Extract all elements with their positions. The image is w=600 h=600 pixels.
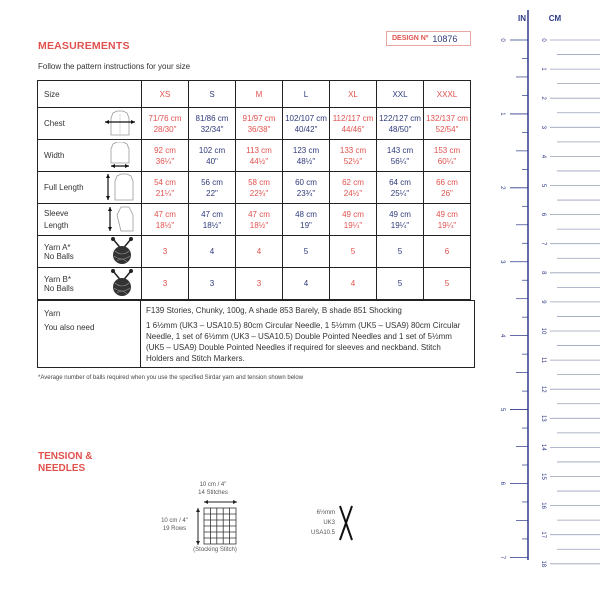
value-cm: 102 cm <box>198 145 226 155</box>
value-in: 19¼" <box>437 220 457 230</box>
yarn-label: Yarn A* <box>44 242 71 252</box>
value-cm: 102/107 cm <box>285 113 327 123</box>
ruler-cm-number: 18 <box>540 560 546 568</box>
ruler-cm-number: 4 <box>540 154 546 159</box>
table-cell: 4 <box>189 236 236 268</box>
value-cm: 62 cm <box>342 177 364 187</box>
value-in: 26" <box>441 188 453 198</box>
value-in: 48½" <box>296 156 316 166</box>
value-cm: 71/76 cm <box>148 113 182 123</box>
size-m: M <box>236 81 283 108</box>
table-cell <box>283 108 330 140</box>
yarn-ball-icon <box>107 269 137 299</box>
ruler-in-number: 0 <box>499 38 505 42</box>
size-xxl: XXL <box>377 81 424 108</box>
value-cm: 92 cm <box>154 145 176 155</box>
value-cm: 66 cm <box>436 177 458 187</box>
ruler-in-number: 5 <box>499 407 505 412</box>
table-row-yarn <box>38 268 471 300</box>
measurements-heading: MEASUREMENTS <box>38 40 130 52</box>
table-cell <box>424 172 471 204</box>
table-row <box>38 172 471 204</box>
value-cm: 47 cm <box>201 209 223 219</box>
garment-chest-icon <box>103 110 137 138</box>
value-cm: 132/137 cm <box>426 113 468 123</box>
value-cm: 122/127 cm <box>379 113 421 123</box>
table-cell <box>330 204 377 236</box>
table-cell <box>377 172 424 204</box>
ruler-cm-number: 17 <box>540 531 546 539</box>
ruler-cm-number: 0 <box>540 38 546 42</box>
value-in: 18½" <box>249 220 269 230</box>
row-label <box>38 204 142 236</box>
value-in: 22¾" <box>249 188 269 198</box>
row-label-text: Sleeve Length <box>44 208 69 230</box>
ruler-cm-number: 8 <box>540 271 546 275</box>
value-cm: 153 cm <box>433 145 461 155</box>
table-cell <box>236 140 283 172</box>
value-in: 19" <box>300 220 312 230</box>
value-in: 44½" <box>249 156 269 166</box>
value-in: 21¼" <box>155 188 175 198</box>
balls-label: No Balls <box>44 283 74 293</box>
garment-length-icon <box>103 173 137 203</box>
ruler-cm-number: 13 <box>540 414 546 422</box>
table-cell <box>236 108 283 140</box>
table-row <box>38 108 471 140</box>
need-text: 1 6½mm (UK3 – USA10.5) 80cm Circular Needle, 1 5½mm (UK5 – USA9) 80cm Circular Needle, 1 set of 6½mm (UK3 – USA10.5) Double Pointed Needles and 1 set of 5½mm (UK5 – USA9) Double Pointed Needles if required for sleeves and neckband. Stitch Holders and Stitch Markers. <box>146 321 461 363</box>
needle-usa: USA10.5 <box>310 530 335 536</box>
size-xs: XS <box>142 81 189 108</box>
yarn-text: F139 Stories, Chunky, 100g, A shade 853 Barely, B shade 851 Shocking <box>146 306 402 315</box>
ruler <box>470 0 600 600</box>
table-cell: 5 <box>330 236 377 268</box>
value-cm: 58 cm <box>248 177 270 187</box>
table-row-size <box>38 81 471 108</box>
tension-heading-line1: TENSION & <box>38 451 93 462</box>
ruler-cm-number: 1 <box>540 67 546 71</box>
table-cell: 5 <box>377 236 424 268</box>
value-cm: 49 cm <box>342 209 364 219</box>
ruler-cm-number: 11 <box>540 356 546 364</box>
tension-stitches: 14 Stitches <box>198 490 228 496</box>
table-cell: 4 <box>330 268 377 300</box>
design-number-badge <box>386 31 471 46</box>
ruler-in-number: 4 <box>499 333 505 338</box>
table-cell <box>424 140 471 172</box>
table-cell: 6 <box>424 236 471 268</box>
table-cell <box>283 172 330 204</box>
value-in: 60¼" <box>437 156 457 166</box>
ruler-cm-number: 14 <box>540 444 546 451</box>
value-cm: 133 cm <box>339 145 367 155</box>
value-cm: 113 cm <box>246 145 272 155</box>
value-in: 52/54" <box>435 124 459 134</box>
value-in: 56¼" <box>390 156 410 166</box>
yarn-label: Yarn <box>44 309 61 318</box>
tension-swatch-icon <box>195 500 240 548</box>
value-in: 36/38" <box>247 124 271 134</box>
ruler-cm-number: 2 <box>540 96 546 100</box>
row-label-text: Width <box>44 150 65 160</box>
ruler-in-number: 7 <box>499 555 505 560</box>
ruler-cm-number: 9 <box>540 300 546 304</box>
table-row-yarn <box>38 236 471 268</box>
table-cell <box>377 108 424 140</box>
value-in: 36¼" <box>155 156 175 166</box>
table-cell: 5 <box>283 236 330 268</box>
ruler-in-number: 6 <box>499 481 505 486</box>
table-cell <box>236 204 283 236</box>
value-cm: 112/117 cm <box>332 113 374 123</box>
table-cell: 3 <box>236 268 283 300</box>
table-cell: 5 <box>377 268 424 300</box>
ruler-in-number: 1 <box>499 112 505 116</box>
value-cm: 123 cm <box>292 145 320 155</box>
value-in: 23¾" <box>296 188 316 198</box>
ruler-cm-number: 16 <box>540 502 546 509</box>
value-cm: 143 cm <box>386 145 414 155</box>
value-in: 40/42" <box>294 124 318 134</box>
value-in: 22" <box>206 188 218 198</box>
table-cell <box>377 204 424 236</box>
value-in: 32/34" <box>200 124 224 134</box>
size-xl: XL <box>330 81 377 108</box>
value-cm: 48 cm <box>295 209 317 219</box>
table-cell: 4 <box>236 236 283 268</box>
table-cell <box>330 172 377 204</box>
value-in: 25¼" <box>390 188 410 198</box>
value-cm: 60 cm <box>295 177 317 187</box>
tension-heading <box>38 451 92 475</box>
tension-height-label: 10 cm / 4" <box>161 518 188 524</box>
needle-mm: 6½mm <box>316 510 335 516</box>
value-in: 48/50" <box>388 124 412 134</box>
table-cell <box>330 140 377 172</box>
ruler-cm-number: 3 <box>540 125 546 129</box>
sleeve-length-icon <box>103 205 137 235</box>
yarn-label: Yarn B* <box>44 274 71 284</box>
subtitle: Follow the pattern instructions for your size <box>38 62 191 71</box>
table-cell <box>283 140 330 172</box>
ruler-cm-number: 6 <box>540 212 546 217</box>
crossed-needles-icon <box>338 505 354 541</box>
size-xxxl: XXXL <box>424 81 471 108</box>
garment-width-icon <box>103 142 137 170</box>
table-cell: 3 <box>189 268 236 300</box>
ruler-cm-number: 12 <box>540 385 546 393</box>
table-cell <box>142 108 189 140</box>
ruler-cm-number: 15 <box>540 473 546 480</box>
value-in: 52½" <box>343 156 363 166</box>
table-cell <box>330 108 377 140</box>
row-label <box>38 140 142 172</box>
stitch-type: (Stocking Stitch) <box>193 547 237 553</box>
row-label-text: Chest <box>44 118 65 128</box>
table-cell: 5 <box>424 268 471 300</box>
tension-heading-line2: NEEDLES <box>38 463 86 474</box>
table-row <box>38 204 471 236</box>
table-cell <box>142 204 189 236</box>
table-cell <box>142 140 189 172</box>
size-s: S <box>189 81 236 108</box>
value-cm: 54 cm <box>154 177 176 187</box>
value-in: 28/30" <box>153 124 177 134</box>
value-cm: 47 cm <box>154 209 176 219</box>
value-cm: 49 cm <box>389 209 411 219</box>
need-label: You also need <box>44 323 95 332</box>
row-label <box>38 268 142 300</box>
value-cm: 81/86 cm <box>195 113 229 123</box>
design-label: DESIGN Nº <box>392 35 429 42</box>
value-in: 18½" <box>155 220 175 230</box>
row-label <box>38 236 142 268</box>
table-cell <box>142 172 189 204</box>
size-label: Size <box>38 81 142 108</box>
tension-rows: 19 Rows <box>162 526 187 532</box>
ruler-in-number: 2 <box>499 186 505 190</box>
divider <box>140 301 141 367</box>
table-cell <box>283 204 330 236</box>
size-l: L <box>283 81 330 108</box>
balls-label: No Balls <box>44 251 74 261</box>
table-cell: 3 <box>142 236 189 268</box>
value-cm: 91/97 cm <box>242 113 276 123</box>
tension-width-label: 10 cm / 4" <box>199 482 227 488</box>
table-cell <box>424 204 471 236</box>
value-in: 18½" <box>202 220 222 230</box>
footnote: *Average number of balls required when you use the specified Sirdar yarn and tension shown below <box>38 375 304 381</box>
value-cm: 56 cm <box>201 177 223 187</box>
ruler-in-number: 3 <box>499 260 505 264</box>
table-cell: 4 <box>283 268 330 300</box>
row-label <box>38 172 142 204</box>
table-row <box>38 140 471 172</box>
row-label-text: Full Length <box>44 182 84 192</box>
value-cm: 49 cm <box>436 209 458 219</box>
table-cell <box>189 108 236 140</box>
value-in: 19¼" <box>390 220 410 230</box>
value-cm: 47 cm <box>248 209 270 219</box>
value-in: 44/46" <box>341 124 365 134</box>
table-cell <box>189 172 236 204</box>
needle-uk: UK3 <box>323 520 335 526</box>
value-in: 40" <box>206 156 218 166</box>
table-cell <box>189 204 236 236</box>
measurements-table <box>37 80 471 300</box>
table-cell: 3 <box>142 268 189 300</box>
ruler-cm-label: CM <box>548 14 562 23</box>
ruler-cm-number: 10 <box>540 327 546 335</box>
table-cell <box>189 140 236 172</box>
ruler-cm-number: 5 <box>540 183 546 188</box>
value-in: 19¼" <box>343 220 363 230</box>
design-number: 10876 <box>432 33 458 44</box>
table-cell <box>424 108 471 140</box>
ruler-cm-number: 7 <box>540 242 546 246</box>
yarn-ball-icon <box>107 237 137 267</box>
row-label <box>38 108 142 140</box>
yarn-and-needles-box <box>37 300 475 368</box>
ruler-in-label: IN <box>518 14 526 23</box>
table-cell <box>377 140 424 172</box>
value-in: 24½" <box>343 188 363 198</box>
value-cm: 64 cm <box>389 177 411 187</box>
table-cell <box>236 172 283 204</box>
